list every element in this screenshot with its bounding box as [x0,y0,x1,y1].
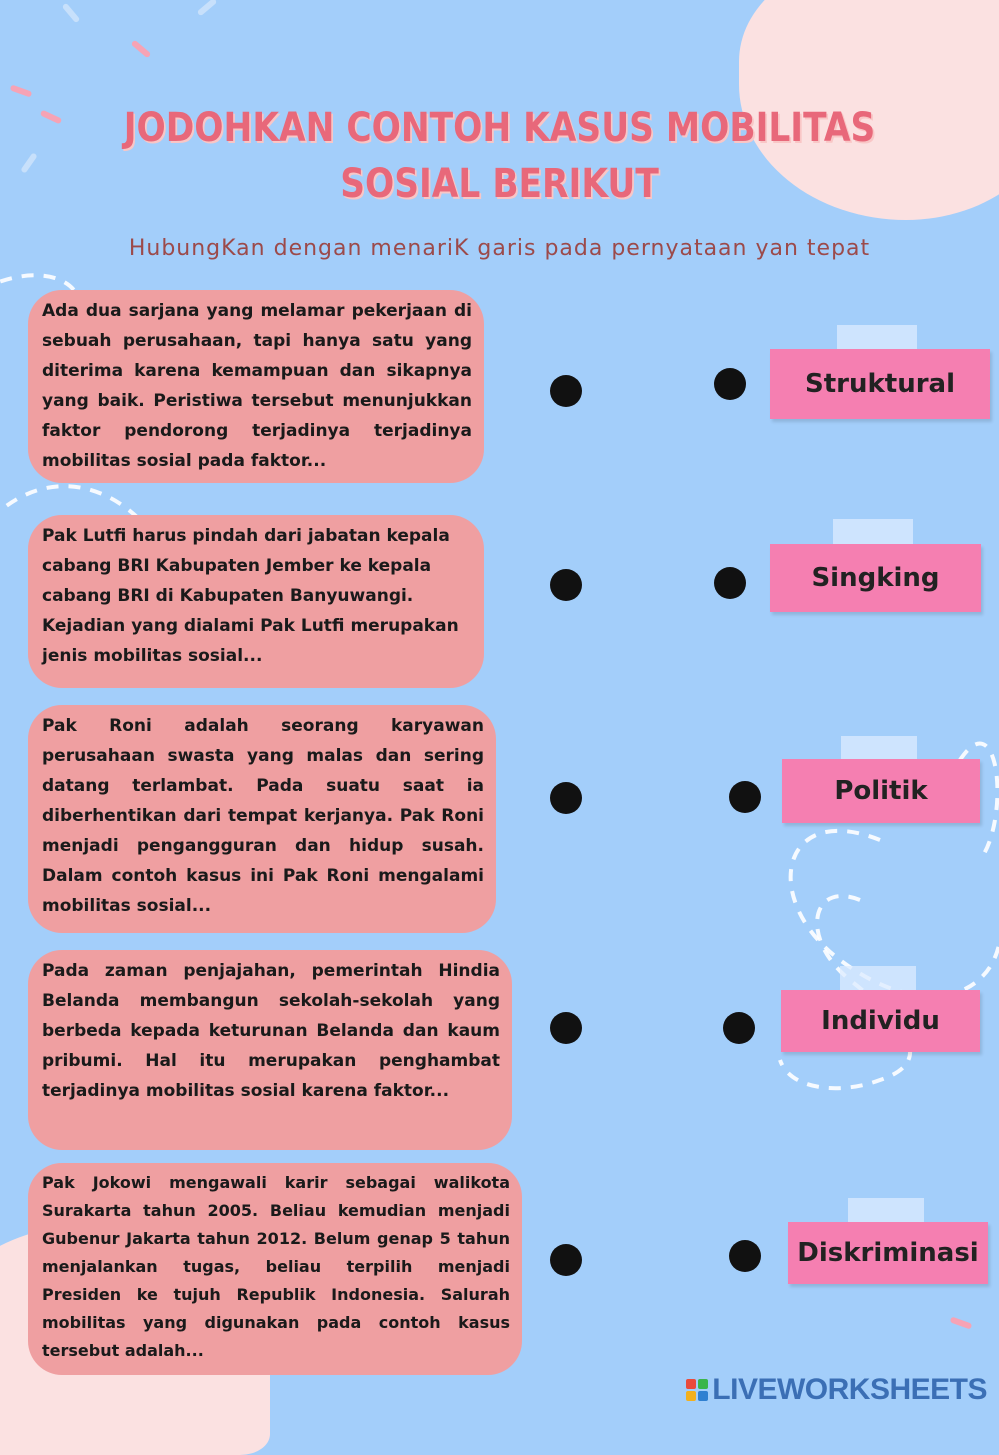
question-card-4 [28,950,512,1150]
question-text: Pak Jokowi mengawali karir sebagai walikota Surakarta tahun 2005. Beliau kemudian menjadi Gubenur Jakarta tahun 2012. Belum genap 5 tahun menjalankan tugas, beliau terpilih menjadi Presiden ke tujuh Republik Indonesia. Salurah mobilitas yang digunakan pada contoh kasus tersebut adalah... [42,1173,510,1360]
question-text: Pada zaman penjajahan, pemerintah Hindia Belanda membangun sekolah-sekolah yang berbeda kepada keturunan Belanda dan kaum pribumi. Hal itu merupakan penghambat terjadinya mobilitas sosial karena faktor... [42,961,500,1101]
answer-4-connector-dot[interactable] [723,1012,755,1044]
instruction-subtitle: HubungKan dengan menariK garis pada pernyataan yan tepat [128,236,871,261]
answer-2-connector-dot[interactable] [714,567,746,599]
question-4-connector-dot[interactable] [550,1012,582,1044]
question-1-connector-dot[interactable] [550,375,582,407]
liveworksheets-logo-text: LIVEWORKSHEETS [712,1373,987,1406]
question-text: Ada dua sarjana yang melamar pekerjaan di sebuah perusahaan, tapi hanya satu yang diterima karena kemampuan dan sikapnya yang baik. Peristiwa tersebut menunjukkan faktor pendorong terjadinya terjadinya mobilitas sosial pada faktor... [42,301,472,471]
answer-label-politik: Politik [782,759,980,823]
question-3-connector-dot[interactable] [550,782,582,814]
answer-3-connector-dot[interactable] [729,781,761,813]
answer-1-connector-dot[interactable] [714,368,746,400]
question-2-connector-dot[interactable] [550,569,582,601]
liveworksheets-logo [686,1373,987,1407]
answer-label-struktural: Struktural [770,349,990,419]
question-text: Pak Roni adalah seorang karyawan perusahaan swasta yang malas dan sering datang terlambat. Pada suatu saat ia diberhentikan dari tempat kerjanya. Pak Roni menjadi pengangguran dan hidup susah. Dalam contoh kasus ini Pak Roni mengalami mobilitas sosial... [42,716,484,916]
question-text: Pak Lutfi harus pindah dari jabatan kepala cabang BRI Kabupaten Jember ke kepala cabang BRI di Kabupaten Banyuwangi. Kejadian yang dialami Pak Lutfi merupakan jenis mobilitas sosial... [42,526,459,666]
page-title [70,100,929,212]
question-5-connector-dot[interactable] [550,1244,582,1276]
page-title-line-2: SOSIAL BERIKUT [340,161,659,207]
answer-5-connector-dot[interactable] [729,1240,761,1272]
page-title-line-1: JODOHKAN CONTOH KASUS MOBILITAS [123,105,876,151]
answer-label-individu: Individu [781,990,980,1052]
question-card-2 [28,515,484,688]
answer-label-singking: Singking [770,544,981,612]
question-card-5 [28,1163,522,1375]
question-card-3 [28,705,496,933]
answer-label-diskriminasi: Diskriminasi [788,1222,988,1284]
liveworksheets-logo-mark [686,1379,708,1401]
question-card-1 [28,290,484,483]
